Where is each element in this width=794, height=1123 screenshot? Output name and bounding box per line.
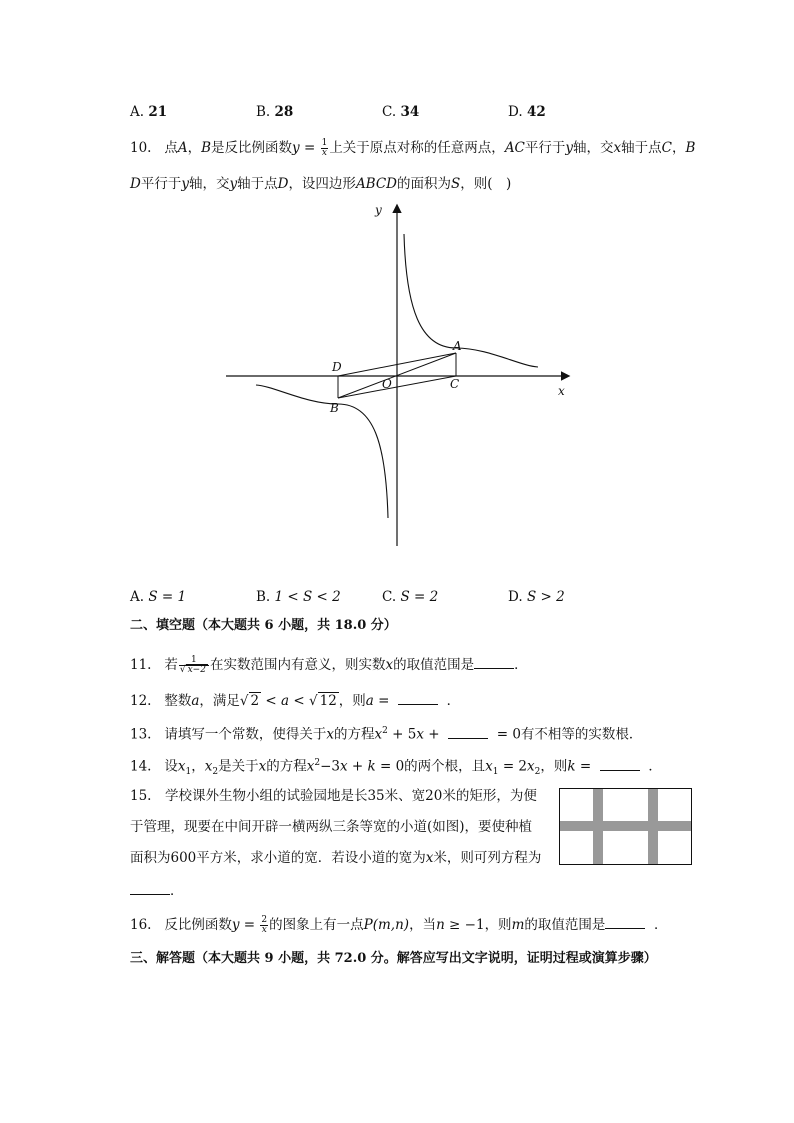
q9-option-d: D. 42 xyxy=(508,104,546,120)
path-horizontal xyxy=(559,821,692,831)
q9-option-c: C. 34 xyxy=(382,104,420,120)
q16: 16. 反比例函数y = $\frac{2}{x}$ 的图象上有一点P(m,n)，当n ≥ −1，则m的取值范围是 ． xyxy=(130,915,668,935)
q14-answer-blank[interactable] xyxy=(600,756,640,771)
q16-fraction: $\frac{2}{x}$ xyxy=(261,915,268,935)
section-2-heading: 二、填空题（本大题共 6 小题，共 18.0 分） xyxy=(130,618,397,633)
label-c: C xyxy=(450,377,460,391)
q10-option-d: D. S > 2 xyxy=(508,589,565,605)
hyperbola-figure xyxy=(220,198,580,548)
q15-line2: 于管理，现要在中间开辟一横两纵三条等宽的小道(如图)，要使种植 xyxy=(130,819,533,835)
label-d: D xyxy=(332,360,342,374)
q11-answer-blank[interactable] xyxy=(474,654,514,669)
q15-line3: 面积为600平方米，求小道的宽．若设小道的宽为x米，则可列方程为 xyxy=(130,850,542,866)
hyperbola-branch-left xyxy=(256,385,388,518)
garden-figure xyxy=(559,788,693,866)
q13: 13. 请填写一个常数，使得关于x的方程$x^2 + 5x$ + = 0有不相等的实数根． xyxy=(130,721,642,745)
q10-line2: D平行于y轴，交y轴于点D，设四边形ABCD的面积为S，则( ) xyxy=(130,176,512,192)
q16-answer-blank[interactable] xyxy=(605,914,645,929)
q9-option-a: A. 21 xyxy=(130,104,168,120)
q9-option-b: B. 28 xyxy=(256,104,294,120)
q12-answer-blank[interactable] xyxy=(398,690,438,705)
q15-line4: ． xyxy=(130,880,184,901)
label-x: x xyxy=(558,384,565,398)
q11: 11. 若 $\frac{1}{√ x-2}$ 在实数范围内有意义，则实数x的取值范围是 ． xyxy=(130,655,528,675)
q10-fraction: $\frac{1}{x}$ xyxy=(321,138,328,158)
hyperbola-branch-right xyxy=(404,234,538,367)
q13-answer-blank[interactable] xyxy=(448,724,488,739)
q11-fraction: $\frac{1}{√ x-2}$ xyxy=(179,656,209,675)
label-y: y xyxy=(375,203,382,217)
label-b: B xyxy=(330,401,339,415)
q15-answer-blank[interactable] xyxy=(130,880,170,895)
q12: 12. 整数a，满足√ 2 < a < √ 12 ，则a = ． xyxy=(130,690,460,711)
q10-option-a: A. S = 1 xyxy=(130,589,187,605)
q10-option-c: C. S = 2 xyxy=(382,589,439,605)
label-o: O xyxy=(382,377,392,391)
q10-line1: 10. 点A，B是反比例函数y = $\frac{1}{x}$ 上关于原点对称的任意两点，AC平行于y轴，交x轴于点C，B xyxy=(130,138,696,158)
q10-option-b: B. 1 < S < 2 xyxy=(256,589,341,605)
label-a: A xyxy=(453,339,462,353)
q14: 14. 设$x_1$，$x_2$是关于x的方程$x^2-3x + k = 0$的两个根，且$x_1 = 2x_2$，则k = ． xyxy=(130,753,662,782)
q15-line1: 15. 学校课外生物小组的试验园地是长35米、宽20米的矩形，为便 xyxy=(130,788,537,804)
section-3-heading: 三、解答题（本大题共 9 小题，共 72.0 分。解答应写出文字说明，证明过程或演算步骤） xyxy=(130,951,657,966)
